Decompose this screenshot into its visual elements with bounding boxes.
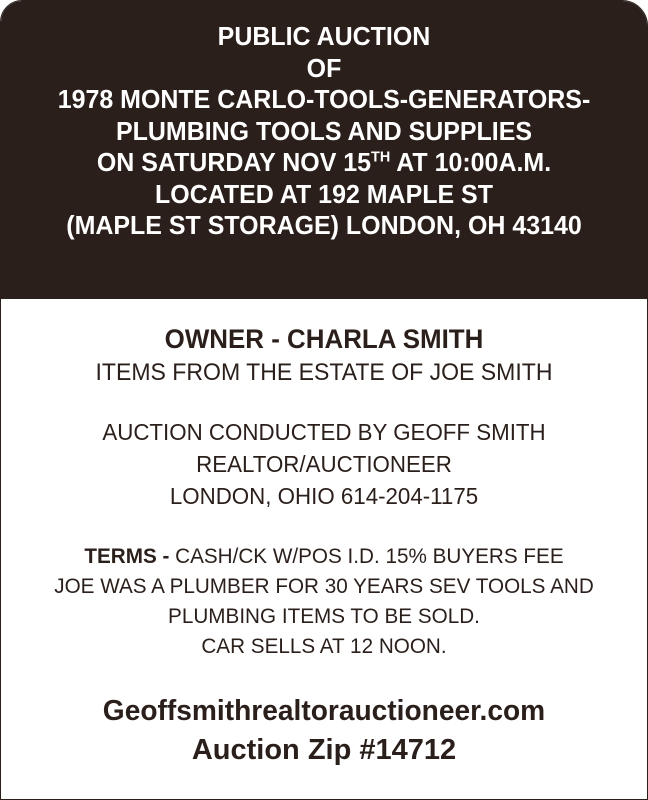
ad-body [1,299,647,770]
website-link[interactable]: Geoffsmithrealtorauctioneer.com [102,695,546,727]
terms-block [1,542,647,662]
header-date [14,147,634,179]
terms-detail-2: PLUMBING ITEMS TO BE SOLD. [168,605,480,628]
terms-label: TERMS - [84,545,170,568]
header-location-line-2: (MAPLE ST STORAGE) LONDON, OH 43140 [66,210,582,240]
header-date-suffix: TH [371,148,391,166]
header-of: OF [306,52,342,83]
terms-detail-1: JOE WAS A PLUMBER FOR 30 YEARS SEV TOOLS AND [54,575,594,598]
auctioneer-title: REALTOR/AUCTIONEER [196,451,452,477]
header-title: PUBLIC AUCTION [217,21,431,51]
auctioneer-line: AUCTION CONDUCTED BY GEOFF SMITH [102,419,546,445]
header-banner [1,1,647,299]
header-items-line-1: 1978 MONTE CARLO-TOOLS-GENERATORS- [57,84,591,114]
auction-zip: Auction Zip #14712 [191,734,457,766]
terms-text: CASH/CK W/POS I.D. 15% BUYERS FEE [169,545,564,568]
estate-line: ITEMS FROM THE ESTATE OF JOE SMITH [95,359,553,386]
auctioneer-contact: LONDON, OHIO 614-204-1175 [169,483,479,509]
terms-detail-3: CAR SELLS AT 12 NOON. [201,635,447,658]
header-items-line-2: PLUMBING TOOLS AND SUPPLIES [115,115,533,146]
auctioneer-block [1,416,647,512]
owner-line: OWNER - CHARLA SMITH [164,324,484,354]
header-location-line-1: LOCATED AT 192 MAPLE ST [155,178,493,209]
header-date-prefix: ON SATURDAY NOV 15 [96,147,372,177]
terms-line [6,542,642,572]
header-date-rest: AT 10:00A.M. [390,147,552,177]
